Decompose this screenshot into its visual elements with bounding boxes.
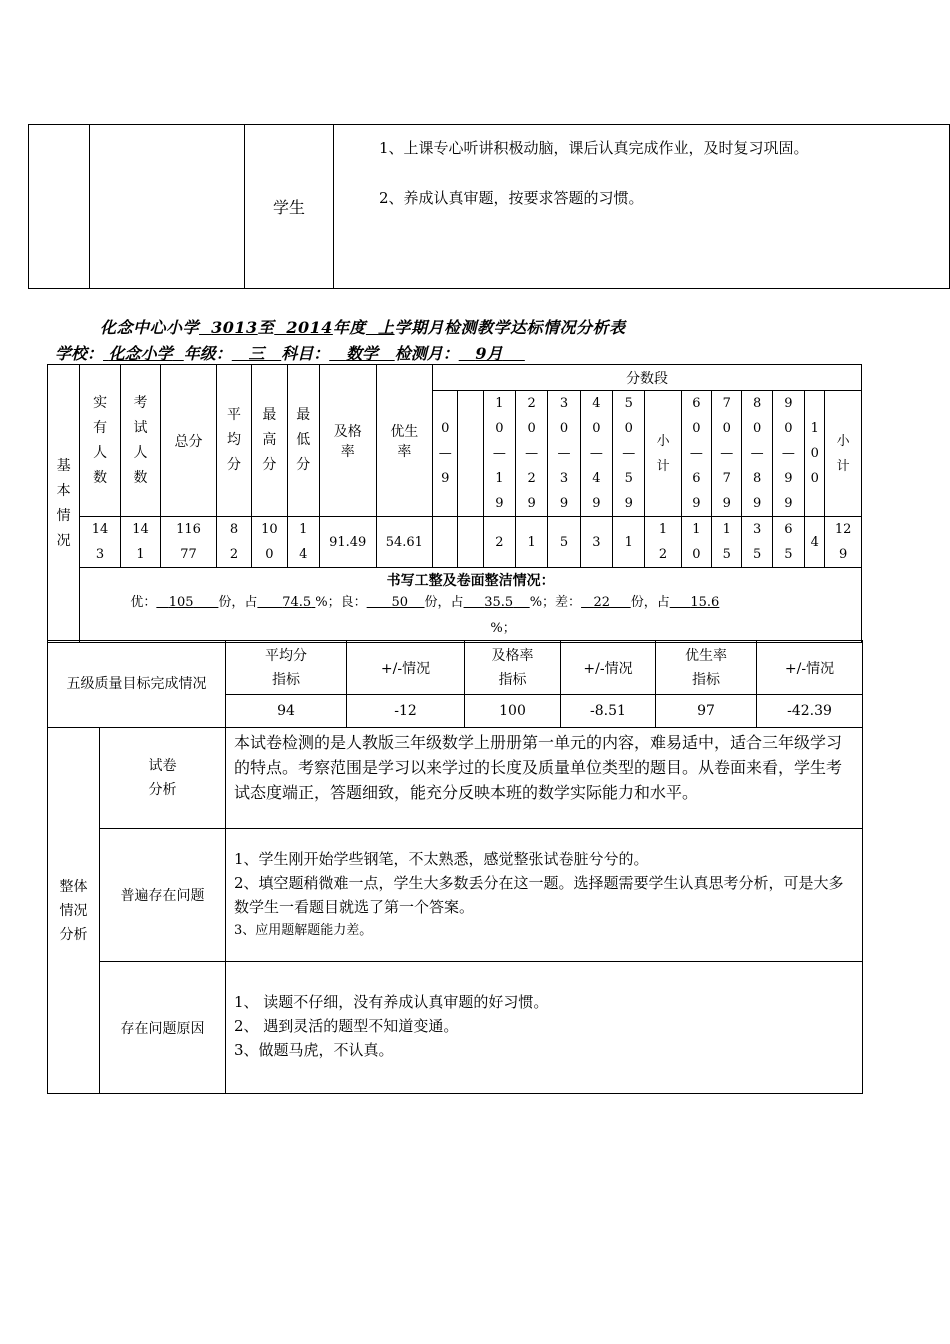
title-term: 上 [378,318,395,337]
val-max: 100 [252,517,287,568]
subject-value: 数学 [345,344,378,363]
hdr-band-30: 30—39 [548,391,580,517]
val-min: 14 [287,517,319,568]
val-pass: 91.49 [319,517,376,568]
grade-value: 三 [248,344,265,363]
month-value: 9月 [475,344,503,363]
five-level-label: 五级质量目标完成情况 [48,641,226,728]
problem-3: 3、应用题解题能力差。 [234,923,373,938]
val-band-100: 4 [805,517,825,568]
paper-text: 本试卷检测的是人教版三年级数学上册册第一单元的内容，难易适中，适合三年级学习的特点。考察范围是学习以来学过的长度及质量单位类型的题目。从卷面来看，学生考试态度端正，答题细致，能充分反映本班的数学实际能力和水平。 [226,728,863,829]
student-item-1: 1、上课专心听讲积极动脑，课后认真完成作业，及时复习巩固。 [379,139,809,157]
val-avg: 82 [216,517,251,568]
student-label: 学生 [245,125,334,289]
hdr-excellent: 优生率 [376,365,433,517]
hdr-band-70: 70—79 [712,391,742,517]
good-count: 105 [168,595,194,610]
writing-section [80,568,862,643]
hdr-max: 最高分 [252,365,287,517]
student-item-2: 2、养成认真审题，按要求答题的习惯。 [379,189,644,207]
paper-label: 试卷分析 [100,728,226,829]
hdr-subtotal1: 小计 [645,391,681,517]
writing-title: 书写工整及卷面整洁情况： [386,573,555,589]
problems-list [226,829,863,962]
val-actual: 143 [80,517,120,568]
mid-pct: 35.5 [484,595,514,610]
val-band-30: 5 [548,517,580,568]
val-band-60: 10 [681,517,711,568]
problem-1: 1、学生刚开始学些钢笔，不太熟悉，感觉整张试卷脏兮兮的。 [234,850,649,868]
pass-diff: -8.51 [561,695,656,728]
val-band-40: 3 [580,517,612,568]
val-band-20: 1 [516,517,548,568]
hdr-band-10: 10—19 [483,391,515,517]
pass-diff-hdr: +/-情况 [561,641,656,695]
month-label: 检测月： [394,344,459,363]
hdr-band-40: 40—49 [580,391,612,517]
hdr-total: 总分 [161,365,217,517]
hdr-band-100: 100 [805,391,825,517]
reason-1: 1、 读题不仔细，没有养成认真审题的好习惯。 [234,993,549,1011]
bad-pct: 15.6 [690,595,720,610]
title-year-suffix: 年度 [332,318,366,337]
hdr-band-50: 50—59 [613,391,645,517]
val-band-50: 1 [613,517,645,568]
top-empty-2 [90,125,245,289]
hdr-pass: 及格率 [319,365,376,517]
school-label: 学校： [55,344,104,363]
val-band-10: 2 [483,517,515,568]
hdr-band-60: 60—69 [681,391,711,517]
val-band-80: 35 [742,517,772,568]
avg-diff-hdr: +/-情况 [347,641,465,695]
pass-value: 100 [465,695,561,728]
val-excellent: 54.61 [376,517,433,568]
hdr-tested: 考试人数 [120,365,160,517]
reason-3: 3、做题马虎，不认真。 [234,1041,394,1059]
title-to: 至 [257,318,275,337]
val-tested: 141 [120,517,160,568]
val-band-0 [433,517,458,568]
reason-2: 2、 遇到灵活的题型不知道变通。 [234,1017,459,1035]
exc-diff: -42.39 [757,695,863,728]
title-year-to: 2014 [286,318,333,337]
hdr-band-90: 90—99 [772,391,804,517]
school-value: 化念小学 [108,344,173,363]
title-year-from: 3013 [211,318,258,337]
hdr-subtotal2: 小计 [825,391,862,517]
overall-label: 整体情况分析 [48,728,100,1094]
val-subtotal2: 129 [825,517,862,568]
overall-table [47,727,863,1094]
mid-count: 50 [391,595,408,610]
basic-table [47,364,862,643]
top-empty-1 [29,125,90,289]
problem-2: 2、填空题稍微难一点，学生大多数丢分在这一题。选择题需要学生认真思考分析，可是大多数学生一看题目就选了第一个答案。 [234,874,844,916]
avg-diff: -12 [347,695,465,728]
top-table [28,124,950,289]
report-subtitle [55,341,525,364]
hdr-min: 最低分 [287,365,319,517]
subject-label: 科目： [281,344,330,363]
bad-count: 22 [593,595,611,610]
hdr-band-80: 80—89 [742,391,772,517]
hdr-band-20: 20—29 [516,391,548,517]
val-total: 11677 [161,517,217,568]
val-band-70: 15 [712,517,742,568]
basic-label: 基本情况 [48,365,80,643]
hdr-band-0b [458,391,483,517]
good-pct: 74.5 [282,595,312,610]
grade-label: 年级： [183,344,232,363]
hdr-score-band: 分数段 [433,365,862,391]
pass-target-hdr: 及格率指标 [465,641,561,695]
writing-line: 优： 105 份，占 74.5 %；良： 50 份，占 35.5 %；差： 22 份，占 15.6 %； [130,595,720,636]
problems-label: 普遍存在问题 [100,829,226,962]
val-band-0b [458,517,483,568]
reasons-list [226,962,863,1094]
exc-target-hdr: 优生率指标 [656,641,757,695]
reasons-label: 存在问题原因 [100,962,226,1094]
avg-target-hdr: 平均分指标 [226,641,347,695]
hdr-band-0: 0—9 [433,391,458,517]
exc-diff-hdr: +/-情况 [757,641,863,695]
exc-value: 97 [656,695,757,728]
title-suffix: 学期月检测教学达标情况分析表 [394,318,626,337]
avg-value: 94 [226,695,347,728]
title-school: 化念中心小学 [100,318,200,337]
five-level-table [47,640,863,728]
hdr-actual: 实有人数 [80,365,120,517]
val-subtotal1: 12 [645,517,681,568]
student-items [334,125,950,289]
report-title [100,315,626,338]
val-band-90: 65 [772,517,804,568]
hdr-avg: 平均分 [216,365,251,517]
